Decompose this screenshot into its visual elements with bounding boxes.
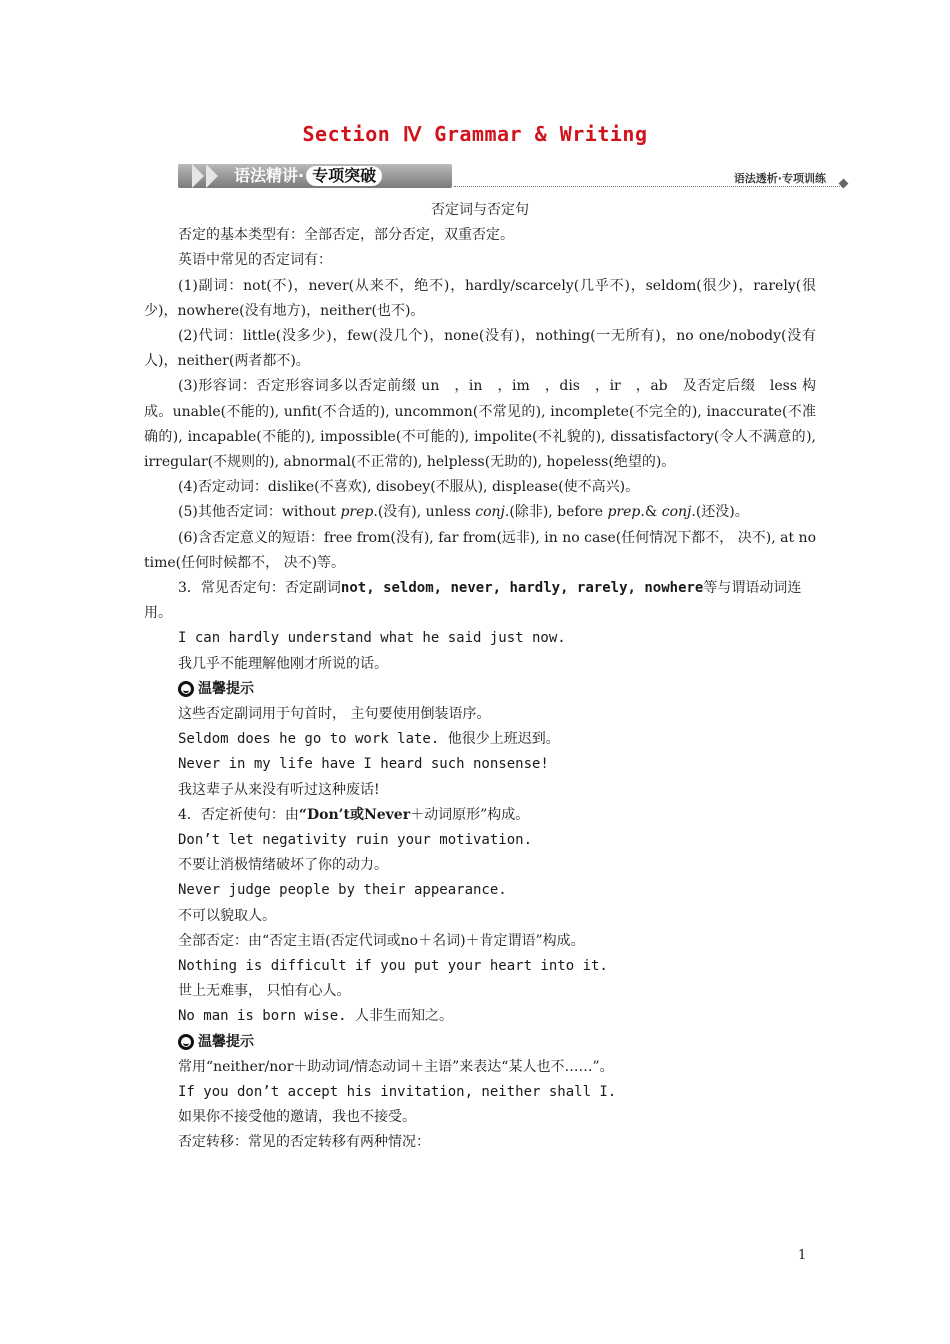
smiley-icon — [178, 1034, 194, 1050]
tip-line: 我这辈子从来没有听过这种废话! — [178, 781, 380, 798]
italic-run: prep — [607, 504, 641, 521]
paragraph: (6)含否定意义的短语：free from(没有), far from(远非), in no case(任何情况下都不， 决不), at no time(任何时候都不， 决不)等。 — [144, 529, 816, 571]
example-sentence: No man is born wise. 人非生而知之。 — [178, 1008, 454, 1025]
section-subtitle: 否定词与否定句 — [431, 202, 529, 218]
tip-heading — [144, 1030, 816, 1055]
translation: 如果你不接受他的邀请，我也不接受。 — [178, 1109, 416, 1126]
translation: 不可以貌取人。 — [178, 907, 276, 924]
paragraph: (1)副词：not(不)，never(从来不，绝不)，hardly/scarcely(几乎不)，seldom(很少)，rarely(很少)，nowhere(没有地方)，neither(也不)。 — [144, 277, 816, 319]
banner-dotted-line — [454, 186, 842, 187]
example-sentence: If you don’t accept his invitation, neither shall I. — [178, 1084, 617, 1101]
bold-run: “Don’t或Never — [298, 806, 411, 823]
banner-label — [234, 164, 382, 188]
tip-label: 温馨提示 — [198, 1033, 254, 1050]
banner-highlight: 专项突破 — [306, 166, 382, 186]
italic-run: conj — [475, 504, 505, 521]
paragraph: 英语中常见的否定词有： — [178, 252, 332, 269]
text-run: .(除非), before — [504, 504, 608, 521]
paragraph: 否定转移：常见的否定转移有两种情况： — [178, 1134, 430, 1151]
italic-run: prep — [340, 504, 374, 521]
text-run: 等与谓语动词连用。 — [144, 580, 802, 622]
translation: 我几乎不能理解他刚才所说的话。 — [178, 655, 388, 672]
tip-line: 这些否定副词用于句首时， 主句要使用倒装语序。 — [178, 706, 491, 723]
chevron-right-icon — [206, 164, 218, 188]
banner-right-label: 语法透析·专项训练 — [733, 172, 826, 185]
tip-heading — [144, 677, 816, 702]
tip-line: 常用“neither/nor＋助动词/情态动词＋主语”来表达“某人也不……”。 — [178, 1058, 614, 1075]
document-body — [144, 198, 816, 1156]
page-title: Section Ⅳ Grammar & Writing — [302, 122, 648, 146]
translation: 不要让消极情绪破坏了你的动力。 — [178, 857, 388, 874]
paragraph: 全部否定：由“否定主语(否定代词或no＋名词)＋肯定谓语”构成。 — [178, 932, 585, 949]
tip-line: Seldom does he go to work late. 他很少上班迟到。 — [178, 731, 560, 748]
italic-run: conj — [661, 504, 692, 521]
text-run: ＋动词原形”构成。 — [410, 806, 530, 823]
chevron-right-icon — [192, 164, 204, 188]
paragraph: (2)代词：little(没多少)，few(没几个)，none(没有)，nothing(一无所有)，no one/nobody(没有人)，neither(两者都不)。 — [144, 328, 816, 370]
example-sentence: Never judge people by their appearance. — [178, 882, 507, 899]
paragraph: (4)否定动词：dislike(不喜欢), disobey(不服从), displease(使不高兴)。 — [178, 479, 640, 496]
paragraph — [144, 576, 816, 626]
paragraph — [144, 803, 816, 828]
text-run: .& — [640, 504, 662, 521]
text-run: 4．否定祈使句：由 — [178, 806, 299, 823]
paragraph: 否定的基本类型有：全部否定，部分否定，双重否定。 — [178, 227, 514, 244]
example-sentence: I can hardly understand what he said just now. — [178, 630, 566, 647]
section-banner — [178, 160, 848, 192]
tip-label: 温馨提示 — [198, 680, 254, 697]
page-number: 1 — [798, 1248, 807, 1263]
text-run: .(没有), unless — [373, 504, 476, 521]
smiley-icon — [178, 681, 194, 697]
paragraph: (3)形容词：否定形容词多以否定前缀 un ，in ，im ，dis ，ir ，ab 及否定后缀 less 构成。unable(不能的), unfit(不合适的), uncommon(不常见的), incomplete(不完全的), inaccurate(不准确的), incapable(不能的), impossible(不可能的), impolite(不礼貌的), dissatisfactory(令人不满意的), irregular(不规则的), abnormal(不正常的), helpless(无助的), hopeless(绝望的)。 — [144, 378, 816, 471]
paragraph — [144, 500, 816, 525]
example-sentence: Don’t let negativity ruin your motivation. — [178, 832, 533, 849]
translation: 世上无难事， 只怕有心人。 — [178, 983, 351, 1000]
text-run: (5)其他否定词：without — [178, 504, 341, 521]
example-sentence: Nothing is difficult if you put your heart into it. — [178, 958, 608, 975]
text-run: .(还没)。 — [691, 504, 749, 521]
banner-left-label: 语法精讲· — [234, 166, 305, 185]
tip-line: Never in my life have I heard such nonsense! — [178, 756, 549, 773]
bold-run: not, seldom, never, hardly, rarely, nowhere — [340, 580, 704, 597]
text-run: 3．常见否定句：否定副词 — [178, 580, 341, 597]
